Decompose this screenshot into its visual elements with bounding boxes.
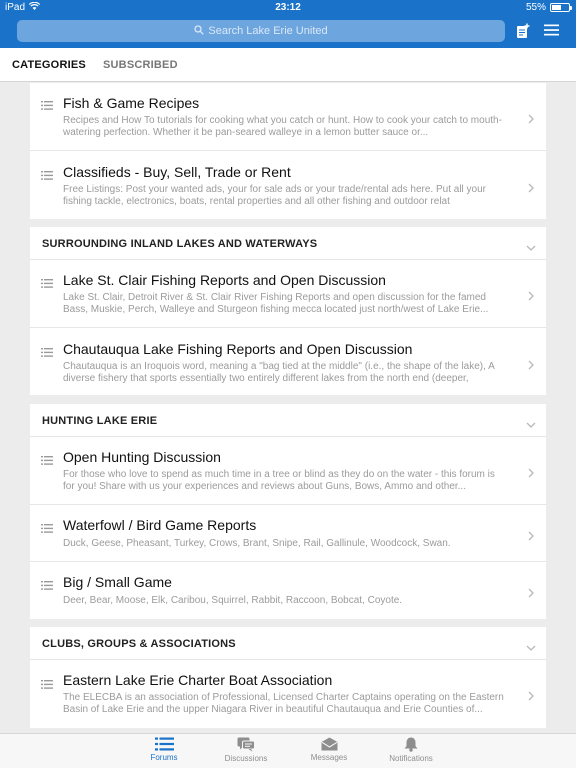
forum-description: Recipes and How To tutorials for cooking what you catch or hunt. How to cook your catch to mouth-watering perfection. Whether it be pan-seared walleye in a lemon butter sauce or...	[63, 115, 502, 138]
search-placeholder: Search Lake Erie United	[208, 25, 328, 37]
category-card	[30, 227, 546, 395]
forum-item[interactable]	[30, 328, 546, 395]
category-title: CLUBS, GROUPS & ASSOCIATIONS	[42, 638, 236, 650]
bell-icon	[371, 737, 451, 752]
status-bar	[0, 0, 576, 16]
forum-title: Waterfowl / Bird Game Reports	[63, 517, 257, 533]
new-post-icon[interactable]	[516, 23, 530, 44]
forum-description: Deer, Bear, Moose, Elk, Caribou, Squirrel, Rabbit, Raccoon, Bobcat, Coyote.	[63, 595, 403, 606]
forum-title: Fish & Game Recipes	[63, 95, 200, 111]
forum-description: The ELECBA is an association of Professional, Licensed Charter Captains operating on the Eastern Basin of Lake Erie and the upper Niagara River in beautiful Chautauqua and Erie Counties of...	[63, 692, 504, 715]
forum-item[interactable]	[30, 260, 546, 328]
forum-description: Duck, Geese, Pheasant, Turkey, Crows, Brant, Snipe, Rail, Gallinule, Woodcock, Swan.	[63, 538, 451, 549]
chevron-right-icon	[528, 180, 534, 198]
list-icon	[41, 577, 53, 595]
chevron-down-icon[interactable]	[526, 638, 536, 656]
search-input[interactable]	[17, 20, 505, 42]
forum-description: Free Listings: Post your wanted ads, your for sale ads or your trade/rental ads here. Put all your fishing tackle, electronics, boats, rental properties and all other fishing and outdoor relat	[63, 184, 486, 207]
discussions-icon	[206, 737, 286, 752]
tab-notifications[interactable]	[371, 737, 451, 763]
tab-label: Forums	[150, 753, 178, 762]
forum-item[interactable]	[30, 83, 546, 151]
list-icon	[41, 97, 53, 115]
forum-title: Lake St. Clair Fishing Reports and Open Discussion	[63, 272, 386, 288]
battery-percent: 55%	[525, 2, 546, 13]
chevron-right-icon	[528, 528, 534, 546]
list-icon	[41, 520, 53, 538]
device-name: iPad	[5, 2, 26, 13]
forum-item[interactable]	[30, 437, 546, 505]
list-icon	[41, 676, 53, 694]
forum-title: Eastern Lake Erie Charter Boat Association	[63, 672, 333, 688]
list-icon	[41, 452, 53, 470]
chevron-right-icon	[528, 111, 534, 129]
top-bar	[0, 0, 576, 48]
forum-description: Lake St. Clair, Detroit River & St. Clair River Fishing Reports and open discussion for the famed Bass, Muskie, Perch, Walleye and Sturgeon fishing mecca located just north/west of Lake Erie...	[63, 292, 489, 315]
category-header[interactable]	[30, 627, 546, 660]
forum-title: Open Hunting Discussion	[63, 449, 221, 465]
chevron-right-icon	[528, 288, 534, 306]
tab-discussions[interactable]	[206, 737, 286, 763]
forum-item[interactable]	[30, 562, 546, 619]
category-header[interactable]	[30, 227, 546, 260]
forum-item[interactable]	[30, 151, 546, 219]
tab-label: Discussions	[224, 754, 268, 763]
tab-subscribed[interactable]: SUBSCRIBED	[103, 59, 178, 71]
chevron-right-icon	[528, 465, 534, 483]
forums-icon	[124, 737, 204, 751]
category-title: SURROUNDING INLAND LAKES AND WATERWAYS	[42, 238, 318, 250]
tab-strip	[0, 48, 576, 82]
forum-description: For those who love to spend as much time in a tree or blind as they do on the water - this forum is for you! Share with us your experiences and reviews about Guns, Bows, Ammo and other...	[63, 469, 495, 492]
chevron-right-icon	[528, 357, 534, 375]
forum-item[interactable]	[30, 660, 546, 728]
forum-title: Chautauqua Lake Fishing Reports and Open Discussion	[63, 341, 413, 357]
menu-icon[interactable]	[544, 23, 559, 41]
forum-item[interactable]	[30, 505, 546, 562]
category-card	[30, 404, 546, 619]
category-header[interactable]	[30, 404, 546, 437]
category-card	[30, 627, 546, 728]
list-icon	[41, 275, 53, 293]
chevron-down-icon[interactable]	[526, 238, 536, 256]
list-icon	[41, 167, 53, 185]
bottom-tab-bar	[0, 733, 576, 768]
forum-title: Big / Small Game	[63, 574, 172, 590]
category-card	[30, 83, 546, 219]
tab-messages[interactable]	[289, 737, 369, 762]
chevron-down-icon[interactable]	[526, 415, 536, 433]
chevron-right-icon	[528, 688, 534, 706]
envelope-icon	[289, 737, 369, 751]
status-time: 23:12	[275, 2, 301, 13]
tab-forums[interactable]	[124, 737, 204, 762]
list-icon	[41, 344, 53, 362]
battery-icon	[550, 3, 570, 12]
search-icon	[194, 25, 204, 38]
tab-categories[interactable]: CATEGORIES	[12, 59, 86, 71]
chevron-right-icon	[528, 585, 534, 603]
tab-label: Notifications	[389, 754, 433, 763]
forum-title: Classifieds - Buy, Sell, Trade or Rent	[63, 164, 291, 180]
category-title: HUNTING LAKE ERIE	[42, 415, 158, 427]
forum-description: Chautauqua is an Iroquois word, meaning a "bag tied at the middle" (i.e., the shape of the lake), A diverse fishery that sports essentially two entirely different lakes from the north end (deeper,	[63, 361, 495, 384]
tab-label: Messages	[310, 753, 348, 762]
